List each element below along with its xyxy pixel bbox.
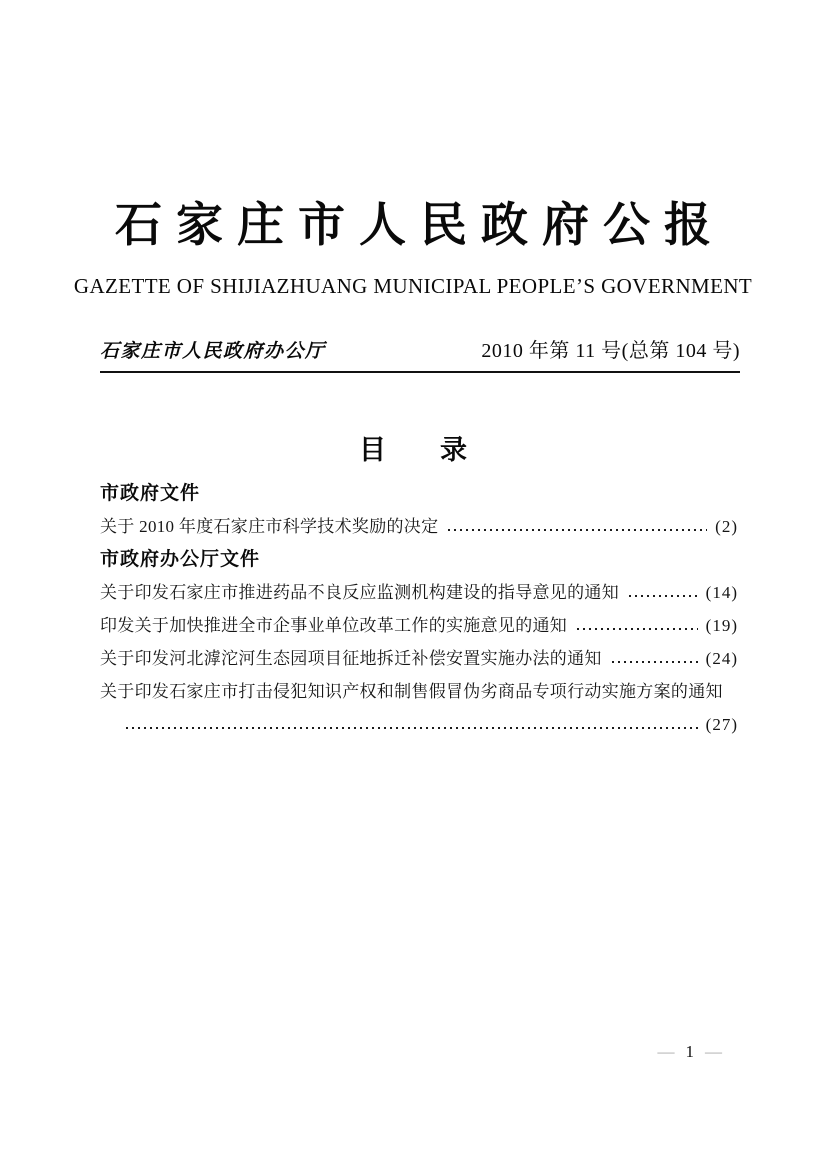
toc-item-page-number: (14) [705, 583, 738, 602]
toc-item-wrapped-line-2 [100, 708, 738, 741]
toc-item-page-number: (27) [705, 715, 738, 734]
toc-item-title: 关于印发河北滹沱河生态园项目征地拆迁补偿安置实施办法的通知 [100, 649, 602, 668]
page-number-value: 1 [685, 1042, 694, 1061]
toc-title: 目 录 [359, 435, 467, 465]
table-of-contents [100, 477, 738, 741]
gazette-subtitle-english: GAZETTE OF SHIJIAZHUANG MUNICIPAL PEOPLE’S GOVERNMENT [73, 274, 753, 298]
toc-item-page-number: (19) [705, 616, 738, 635]
dot-leader [577, 628, 698, 630]
toc-item [100, 576, 738, 609]
publisher-name: 石家庄市人民政府办公厅 [100, 341, 326, 362]
toc-item-title: 关于印发石家庄市推进药品不良反应监测机构建设的指导意见的通知 [100, 583, 619, 602]
toc-item-title: 关于印发石家庄市打击侵犯知识产权和制售假冒伪劣商品专项行动实施方案的通知 [100, 682, 723, 701]
toc-section-header-municipal-government-documents: 市政府文件 [100, 483, 201, 504]
toc-item-page-number: (24) [705, 649, 738, 668]
dot-leader [612, 661, 698, 663]
header-divider-line [100, 371, 740, 373]
dot-leader [126, 727, 698, 729]
dot-leader [448, 529, 707, 531]
footer-page-number [658, 1042, 723, 1062]
issue-number: 2010 年第 11 号(总第 104 号) [481, 340, 740, 362]
dot-leader [629, 595, 698, 597]
toc-item [100, 609, 738, 642]
footer-dash-left: — [657, 1042, 675, 1061]
toc-item-title: 关于 2010 年度石家庄市科学技术奖励的决定 [100, 517, 439, 536]
toc-item-title: 印发关于加快推进全市企事业单位改革工作的实施意见的通知 [100, 616, 568, 635]
toc-item [100, 642, 738, 675]
toc-item-wrapped-line-1 [100, 675, 738, 708]
toc-item [100, 510, 738, 543]
footer-dash-right: — [705, 1042, 722, 1061]
toc-section-header-general-office-documents: 市政府办公厅文件 [100, 549, 261, 570]
toc-item-page-number: (2) [715, 517, 738, 536]
gazette-title: 石家庄市人民政府公报 [115, 200, 725, 252]
issue-row [100, 334, 740, 363]
